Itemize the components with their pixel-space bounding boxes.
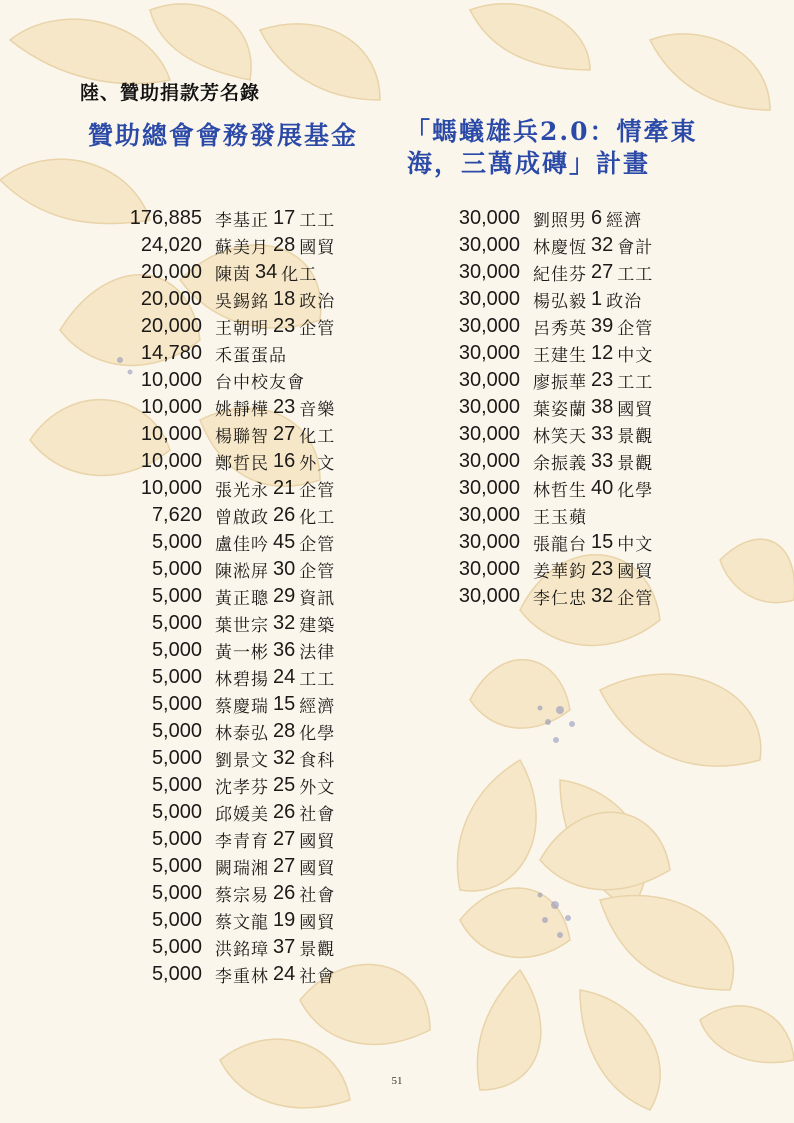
class-year: 18 xyxy=(273,288,296,310)
donor-row xyxy=(100,340,335,367)
donation-amount: 5,000 xyxy=(151,612,202,634)
donor-row xyxy=(100,880,335,907)
class-year: 19 xyxy=(273,909,296,931)
donation-amount: 30,000 xyxy=(458,477,520,499)
donor-row xyxy=(100,394,335,421)
donor-name: 李仁忠 xyxy=(533,589,587,609)
donation-amount: 30,000 xyxy=(458,504,520,526)
donor-list-right xyxy=(432,205,653,610)
donor-name: 洪銘璋 xyxy=(215,940,269,960)
donation-amount: 5,000 xyxy=(151,666,202,688)
donor-row xyxy=(432,583,653,610)
donation-amount: 30,000 xyxy=(458,234,520,256)
department: 中文 xyxy=(617,535,654,555)
donation-amount: 20,000 xyxy=(140,288,202,310)
department: 企管 xyxy=(299,481,336,501)
donor-name: 黃正聰 xyxy=(215,589,269,609)
class-year: 23 xyxy=(273,315,296,337)
department: 企管 xyxy=(299,535,336,555)
donor-row xyxy=(100,421,335,448)
donor-row xyxy=(432,205,653,232)
class-year: 39 xyxy=(591,315,614,337)
class-year: 23 xyxy=(591,558,614,580)
department: 化工 xyxy=(281,265,318,285)
class-year: 27 xyxy=(273,423,296,445)
class-year: 17 xyxy=(273,207,296,229)
class-year: 32 xyxy=(273,612,296,634)
department: 政治 xyxy=(606,292,643,312)
donation-amount: 30,000 xyxy=(458,396,520,418)
donor-row xyxy=(100,205,335,232)
donor-row xyxy=(432,259,653,286)
donor-row xyxy=(432,448,653,475)
donation-amount: 30,000 xyxy=(458,450,520,472)
class-year: 30 xyxy=(273,558,296,580)
class-year: 36 xyxy=(273,639,296,661)
donor-row xyxy=(432,340,653,367)
donor-name: 沈孝芬 xyxy=(215,778,269,798)
donor-row xyxy=(432,529,653,556)
donor-row xyxy=(100,502,335,529)
donor-row xyxy=(432,502,653,529)
donor-name: 廖振華 xyxy=(533,373,587,393)
donor-row xyxy=(100,232,335,259)
donor-row xyxy=(100,475,335,502)
donor-row xyxy=(100,529,335,556)
donor-row xyxy=(432,556,653,583)
donor-row xyxy=(100,718,335,745)
donor-row xyxy=(100,826,335,853)
donor-name: 邱媛美 xyxy=(215,805,269,825)
donation-amount: 14,780 xyxy=(140,342,202,364)
donation-amount: 10,000 xyxy=(140,369,202,391)
class-year: 27 xyxy=(273,855,296,877)
donation-amount: 5,000 xyxy=(151,639,202,661)
department: 化工 xyxy=(299,427,336,447)
donor-row xyxy=(100,907,335,934)
donor-row xyxy=(432,313,653,340)
donor-row xyxy=(100,853,335,880)
donor-name: 李重林 xyxy=(215,967,269,987)
donor-name: 吳錫銘 xyxy=(215,292,269,312)
department: 外文 xyxy=(299,454,336,474)
donor-row xyxy=(100,286,335,313)
donor-name: 王玉蘋 xyxy=(533,508,587,528)
department: 國貿 xyxy=(299,913,336,933)
department: 國貿 xyxy=(299,859,336,879)
donor-name: 林碧揚 xyxy=(215,670,269,690)
department: 國貿 xyxy=(299,238,336,258)
department: 工工 xyxy=(299,211,336,231)
donor-name: 蘇美月 xyxy=(215,238,269,258)
donation-amount: 20,000 xyxy=(140,315,202,337)
project-heading xyxy=(405,116,705,180)
class-year: 15 xyxy=(591,531,614,553)
donation-amount: 10,000 xyxy=(140,423,202,445)
donor-name: 陳淞屏 xyxy=(215,562,269,582)
department: 建築 xyxy=(299,616,336,636)
class-year: 32 xyxy=(591,234,614,256)
donation-amount: 7,620 xyxy=(151,504,202,526)
department: 工工 xyxy=(617,373,654,393)
donor-row xyxy=(432,394,653,421)
section-title: 陸、贊助捐款芳名錄 xyxy=(80,82,261,104)
department: 工工 xyxy=(617,265,654,285)
donation-amount: 30,000 xyxy=(458,369,520,391)
project-heading-line2: 海，三萬成磚」計畫 xyxy=(407,149,651,178)
class-year: 16 xyxy=(273,450,296,472)
department: 工工 xyxy=(299,670,336,690)
donation-amount: 30,000 xyxy=(458,288,520,310)
department: 企管 xyxy=(299,319,336,339)
donor-name: 王建生 xyxy=(533,346,587,366)
class-year: 32 xyxy=(591,585,614,607)
donor-name: 曾啟政 xyxy=(215,508,269,528)
donation-amount: 5,000 xyxy=(151,936,202,958)
donor-row xyxy=(100,961,335,988)
donation-amount: 10,000 xyxy=(140,396,202,418)
department: 化工 xyxy=(299,508,336,528)
donor-row xyxy=(432,286,653,313)
donor-name: 蔡文龍 xyxy=(215,913,269,933)
department: 政治 xyxy=(299,292,336,312)
donor-row xyxy=(100,772,335,799)
donor-name: 張龍台 xyxy=(533,535,587,555)
class-year: 33 xyxy=(591,450,614,472)
department: 企管 xyxy=(299,562,336,582)
donor-row xyxy=(100,583,335,610)
class-year: 28 xyxy=(273,720,296,742)
fund-heading: 贊助總會會務發展基金 xyxy=(88,121,359,150)
class-year: 45 xyxy=(273,531,296,553)
donation-amount: 5,000 xyxy=(151,801,202,823)
donation-amount: 10,000 xyxy=(140,477,202,499)
department: 社會 xyxy=(299,967,336,987)
department: 音樂 xyxy=(299,400,336,420)
donor-name: 余振義 xyxy=(533,454,587,474)
class-year: 25 xyxy=(273,774,296,796)
donor-name: 呂秀英 xyxy=(533,319,587,339)
department: 企管 xyxy=(617,319,654,339)
donor-name: 黃一彬 xyxy=(215,643,269,663)
donor-row xyxy=(432,232,653,259)
donor-name: 蔡宗易 xyxy=(215,886,269,906)
donor-list-left xyxy=(100,205,335,988)
donor-row xyxy=(100,259,335,286)
donor-name: 李青育 xyxy=(215,832,269,852)
donor-row xyxy=(100,556,335,583)
donation-amount: 30,000 xyxy=(458,558,520,580)
donor-name: 劉照男 xyxy=(533,211,587,231)
donation-amount: 5,000 xyxy=(151,855,202,877)
class-year: 40 xyxy=(591,477,614,499)
department: 外文 xyxy=(299,778,336,798)
donor-row xyxy=(432,421,653,448)
donor-name: 葉姿蘭 xyxy=(533,400,587,420)
class-year: 28 xyxy=(273,234,296,256)
department: 化學 xyxy=(617,481,654,501)
department: 國貿 xyxy=(617,400,654,420)
department: 社會 xyxy=(299,805,336,825)
department: 企管 xyxy=(617,589,654,609)
department: 法律 xyxy=(299,643,336,663)
class-year: 33 xyxy=(591,423,614,445)
class-year: 26 xyxy=(273,882,296,904)
department: 食科 xyxy=(299,751,336,771)
department: 景觀 xyxy=(617,427,654,447)
donation-amount: 5,000 xyxy=(151,558,202,580)
department: 會計 xyxy=(617,238,654,258)
donation-amount: 30,000 xyxy=(458,261,520,283)
donor-row xyxy=(100,799,335,826)
class-year: 27 xyxy=(273,828,296,850)
donor-name: 林笑天 xyxy=(533,427,587,447)
donation-amount: 5,000 xyxy=(151,774,202,796)
class-year: 37 xyxy=(273,936,296,958)
donor-row xyxy=(100,934,335,961)
donation-amount: 5,000 xyxy=(151,531,202,553)
department: 景觀 xyxy=(617,454,654,474)
donor-name: 李基正 xyxy=(215,211,269,231)
donation-amount: 30,000 xyxy=(458,531,520,553)
class-year: 38 xyxy=(591,396,614,418)
donor-name: 林慶恆 xyxy=(533,238,587,258)
donor-name: 紀佳芬 xyxy=(533,265,587,285)
class-year: 34 xyxy=(255,261,278,283)
donor-row xyxy=(100,313,335,340)
donor-row xyxy=(100,637,335,664)
donation-amount: 30,000 xyxy=(458,207,520,229)
donation-amount: 30,000 xyxy=(458,315,520,337)
class-year: 15 xyxy=(273,693,296,715)
donor-name: 姚靜樺 xyxy=(215,400,269,420)
class-year: 23 xyxy=(273,396,296,418)
class-year: 27 xyxy=(591,261,614,283)
project-heading-line1: 「螞蟻雄兵2.0：情牽東 xyxy=(405,117,698,146)
donor-name: 楊聯智 xyxy=(215,427,269,447)
donor-name: 劉景文 xyxy=(215,751,269,771)
donor-name: 鄭哲民 xyxy=(215,454,269,474)
donor-name: 葉世宗 xyxy=(215,616,269,636)
department: 化學 xyxy=(299,724,336,744)
donor-name: 闕瑞湘 xyxy=(215,859,269,879)
donor-name: 蔡慶瑞 xyxy=(215,697,269,717)
donation-amount: 24,020 xyxy=(140,234,202,256)
donation-amount: 30,000 xyxy=(458,585,520,607)
donation-amount: 30,000 xyxy=(458,342,520,364)
donor-row xyxy=(100,367,335,394)
page-number: 51 xyxy=(391,1075,403,1087)
donor-row xyxy=(100,745,335,772)
donor-name: 楊弘毅 xyxy=(533,292,587,312)
donation-amount: 5,000 xyxy=(151,585,202,607)
donation-amount: 5,000 xyxy=(151,693,202,715)
donor-name: 王朝明 xyxy=(215,319,269,339)
donation-amount: 5,000 xyxy=(151,720,202,742)
donor-row xyxy=(100,610,335,637)
donor-row xyxy=(432,367,653,394)
class-year: 26 xyxy=(273,801,296,823)
department: 經濟 xyxy=(299,697,336,717)
donor-name: 林泰弘 xyxy=(215,724,269,744)
class-year: 26 xyxy=(273,504,296,526)
class-year: 24 xyxy=(273,963,296,985)
donation-amount: 5,000 xyxy=(151,882,202,904)
donor-row xyxy=(100,664,335,691)
donor-name: 禾蛋蛋品 xyxy=(215,346,287,366)
department: 景觀 xyxy=(299,940,336,960)
donation-amount: 20,000 xyxy=(140,261,202,283)
donor-name: 姜華鈞 xyxy=(533,562,587,582)
donation-amount: 30,000 xyxy=(458,423,520,445)
donation-amount: 5,000 xyxy=(151,963,202,985)
donor-row xyxy=(100,448,335,475)
donation-amount: 5,000 xyxy=(151,828,202,850)
class-year: 21 xyxy=(273,477,296,499)
donation-amount: 5,000 xyxy=(151,747,202,769)
class-year: 1 xyxy=(591,288,603,310)
class-year: 12 xyxy=(591,342,614,364)
department: 國貿 xyxy=(617,562,654,582)
class-year: 32 xyxy=(273,747,296,769)
department: 社會 xyxy=(299,886,336,906)
donor-row xyxy=(100,691,335,718)
donor-name: 林哲生 xyxy=(533,481,587,501)
donor-name: 盧佳吟 xyxy=(215,535,269,555)
department: 資訊 xyxy=(299,589,336,609)
donor-name: 台中校友會 xyxy=(215,373,305,393)
donor-name: 張光永 xyxy=(215,481,269,501)
donation-amount: 5,000 xyxy=(151,909,202,931)
class-year: 6 xyxy=(591,207,603,229)
class-year: 29 xyxy=(273,585,296,607)
class-year: 23 xyxy=(591,369,614,391)
donation-amount: 176,885 xyxy=(129,207,202,229)
department: 經濟 xyxy=(606,211,643,231)
donor-name: 陳茵 xyxy=(215,265,251,285)
donation-amount: 10,000 xyxy=(140,450,202,472)
department: 國貿 xyxy=(299,832,336,852)
class-year: 24 xyxy=(273,666,296,688)
department: 中文 xyxy=(617,346,654,366)
donor-row xyxy=(432,475,653,502)
